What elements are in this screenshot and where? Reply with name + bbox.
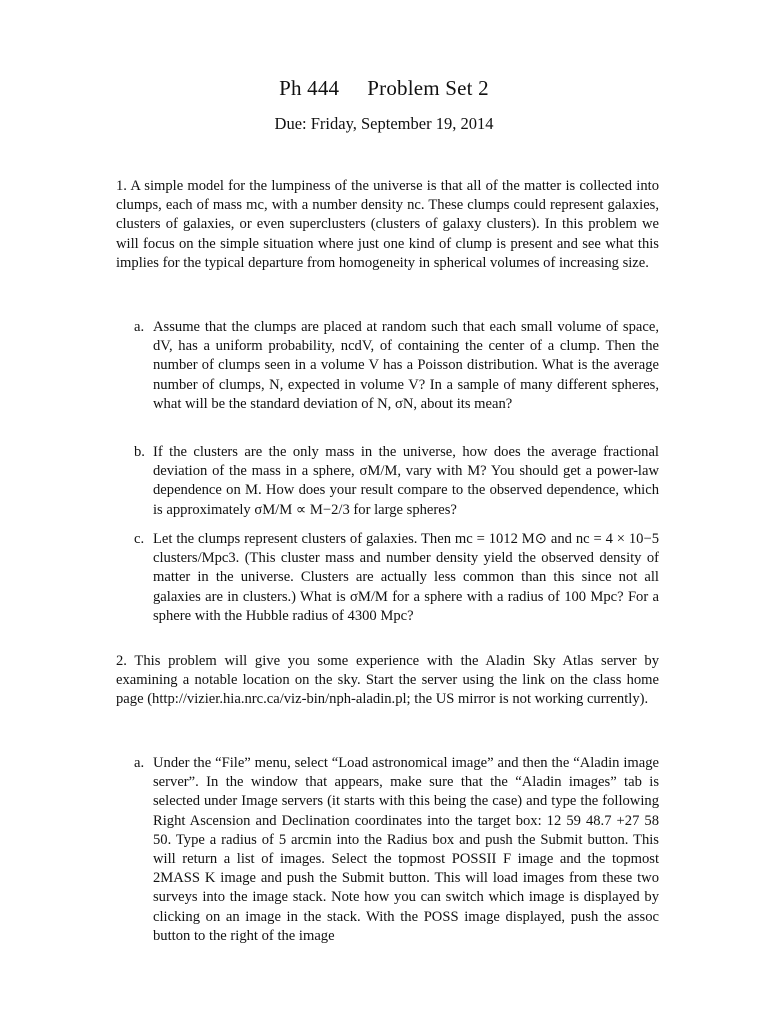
course-code: Ph 444 (279, 76, 340, 100)
problem-set-title: Problem Set 2 (367, 76, 489, 100)
part-text: Let the clumps represent clusters of galaxies. Then mc = 1012 M⊙ and nc = 4 × 10−5 clusters/Mpc3. (This cluster mass and number density yield the observed density of matter in the universe. Clusters are actually less common than this since not all galaxies are in clusters.) What is σM/M for a sphere with a radius of 100 Mpc? For a sphere with the Hubble radius of 4300 Mpc? (153, 531, 659, 624)
part-text: If the clusters are the only mass in the universe, how does the average fractional deviation of the mass in a sphere, σM/M, vary with M? You should get a power-law dependence on M. How does your result compare to the observed dependence, which is approximately σM/M ∝ M−2/3 for large spheres? (153, 444, 659, 518)
problem-2-part-a (134, 754, 659, 946)
document-title (0, 76, 768, 101)
part-text: Under the “File” menu, select “Load astronomical image” and then the “Aladin image server”. In the window that appears, make sure that the “Aladin images” tab is selected under Image servers (it starts with this being the case) and type the following Right Ascension and Declination coordinates into the target box: 12 59 48.7 +27 58 50. Type a radius of 5 arcmin into the Radius box and push the Submit button. This will return a list of images. Select the topmost POSSII F image and the topmost 2MASS K image and push the Submit button. This will load images from these two surveys into the image stack. Note how you can switch which image is displayed by clicking on an image in the stack. With the POSS image displayed, push the assoc button to the right of the image (153, 755, 659, 944)
part-label: a. (134, 755, 145, 771)
problem-1-part-b (134, 443, 659, 520)
part-label: b. (134, 444, 145, 460)
part-label: a. (134, 319, 145, 335)
problem-1-part-c (134, 530, 659, 626)
problem-1-part-a (134, 318, 659, 414)
problem-2-intro: 2. This problem will give you some experience with the Aladin Sky Atlas server by examining a notable location on the sky. Start the server using the link on the class home page (http://vizier.hia.nrc.ca/viz-bin/nph-aladin.pl; the US mirror is not working currently). (116, 653, 659, 708)
part-label: c. (134, 531, 145, 547)
due-date: Due: Friday, September 19, 2014 (274, 114, 494, 133)
problem-1-intro: 1. A simple model for the lumpiness of the universe is that all of the matter is collected into clumps, each of mass mc, with a number density nc. These clumps could represent galaxies, clusters of galaxies, or even superclusters (clusters of galaxy clusters). In this problem we will focus on the simple situation where just one kind of clump is present and see what this implies for the typical departure from homogeneity in spherical volumes of increasing size. (116, 178, 659, 271)
part-text: Assume that the clumps are placed at random such that each small volume of space, dV, has a uniform probability, ncdV, of containing the center of a clump. Then the number of clumps seen in a volume V has a Poisson distribution. What is the average number of clumps, N, expected in volume V? In a sample of many different spheres, what will be the standard deviation of N, σN, about its mean? (153, 319, 659, 412)
